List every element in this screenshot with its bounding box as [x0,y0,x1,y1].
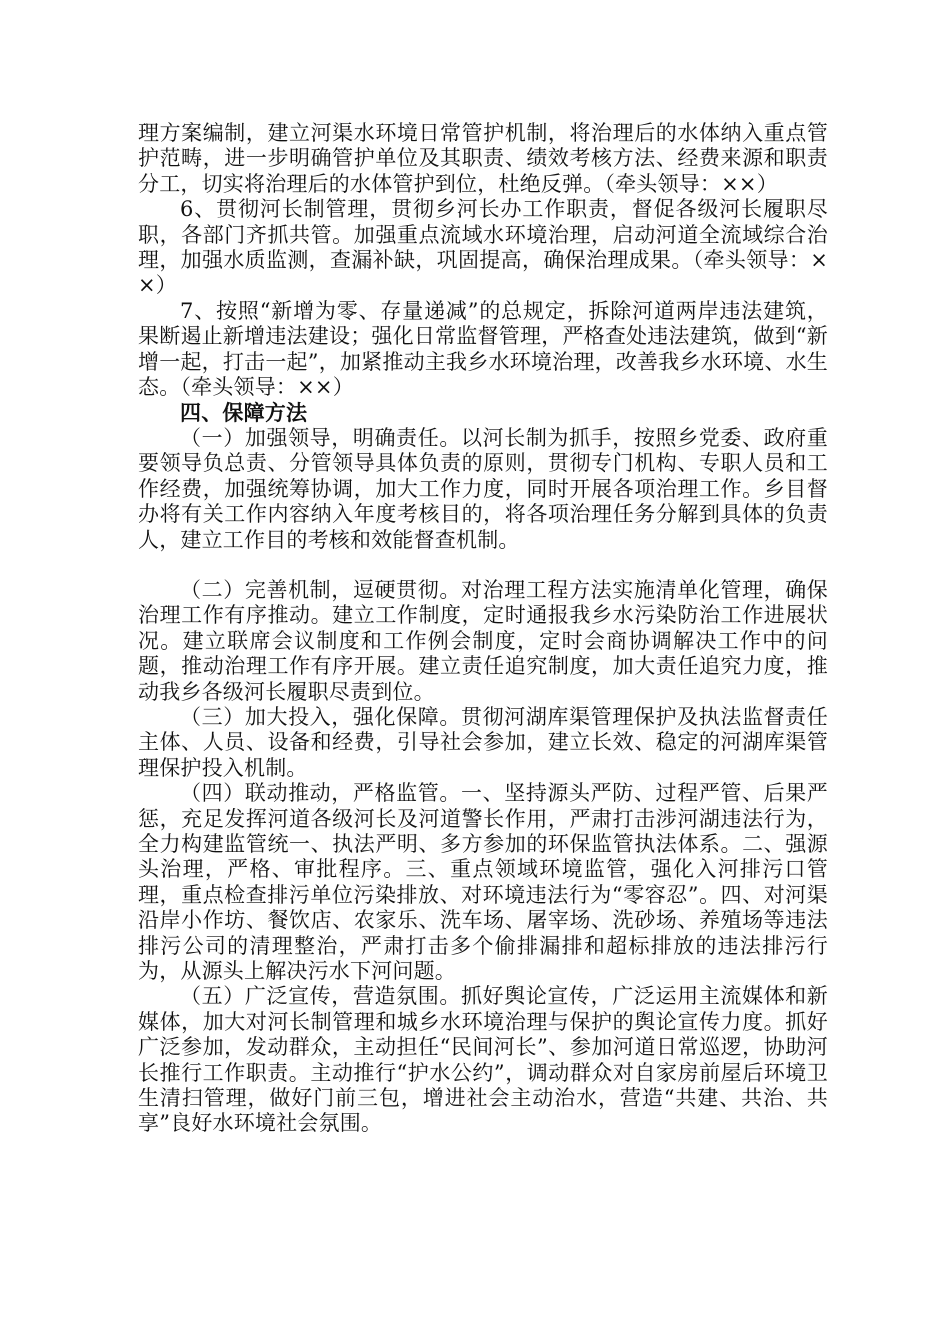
section-heading: 四、保障方法 [180,400,308,426]
paragraph-item-7: 7、按照“新增为零、存量递减”的总规定，拆除河道两岸违法建筑，果断遏止新增违法建设；强化日常监督管理，严格查处违法建筑，做到“新增一起，打击一起”，加紧推动主我乡水环境治理，改善我乡水环境、水生态。（牵头领导：××） [138,298,828,400]
paragraph-measure-2: （二）完善机制，逗硬贯彻。对治理工程方法实施清单化管理，确保治理工作有序推动。建立工作制度，定时通报我乡水污染防治工作进展状况。建立联席会议制度和工作例会制度，定时会商协调解决工作中的问题，推动治理工作有序开展。建立责任追究制度，加大责任追究力度，推动我乡各级河长履职尽责到位。 [138,577,828,704]
paragraph-item-6: 6、贯彻河长制管理，贯彻乡河长办工作职责，督促各级河长履职尽职，各部门齐抓共管。加强重点流域水环境治理，启动河道全流域综合治理，加强水质监测，查漏补缺，巩固提高，确保治理成果。（牵头领导：××） [138,197,828,298]
paragraph-spacer [138,553,828,578]
paragraph-measure-5: （五）广泛宣传，营造氛围。抓好舆论宣传，广泛运用主流媒体和新媒体，加大对河长制管理和城乡水环境治理与保护的舆论宣传力度。抓好广泛参加，发动群众，主动担任“民间河长”、参加河道日常巡逻，协助河长推行工作职责。主动推行“护水公约”，调动群众对自家房前屋后环境卫生清扫管理，做好门前三包，增进社会主动治水，营造“共建、共治、共享”良好水环境社会氛围。 [138,984,828,1136]
paragraph-continuation: 理方案编制，建立河渠水环境日常管护机制，将治理后的水体纳入重点管护范畴，进一步明确管护单位及其职责、绩效考核方法、经费来源和职责分工，切实将治理后的水体管护到位，杜绝反弹。（牵头领导：××） [138,121,828,196]
document-body [138,121,828,1137]
paragraph-measure-4: （四）联动推动，严格监管。一、坚持源头严防、过程严管、后果严惩，充足发挥河道各级河长及河道警长作用，严肃打击涉河湖违法行为，全力构建监管统一、执法严明、多方参加的环保监管执法体系。二、强源头治理，严格、审批程序。三、重点领域环境监管，强化入河排污口管理，重点检查排污单位污染排放、对环境违法行为“零容忍”。四、对河渠沿岸小作坊、餐饮店、农家乐、洗车场、屠宰场、洗砂场、养殖场等违法排污公司的清理整治，严肃打击多个偷排漏排和超标排放的违法排污行为，从源头上解决污水下河问题。 [138,781,828,983]
paragraph-measure-3: （三）加大投入，强化保障。贯彻河湖库渠管理保护及执法监督责任主体、人员、设备和经费，引导社会参加，建立长效、稳定的河湖库渠管理保护投入机制。 [138,704,828,780]
paragraph-measure-1: （一）加强领导，明确责任。以河长制为抓手，按照乡党委、政府重要领导负总责、分管领导具体负责的原则，贯彻专门机构、专职人员和工作经费，加强统筹协调，加大工作力度，同时开展各项治理工作。乡目督办将有关工作内容纳入年度考核目的，将各项治理任务分解到具体的负责人，建立工作目的考核和效能督查机制。 [138,425,828,552]
